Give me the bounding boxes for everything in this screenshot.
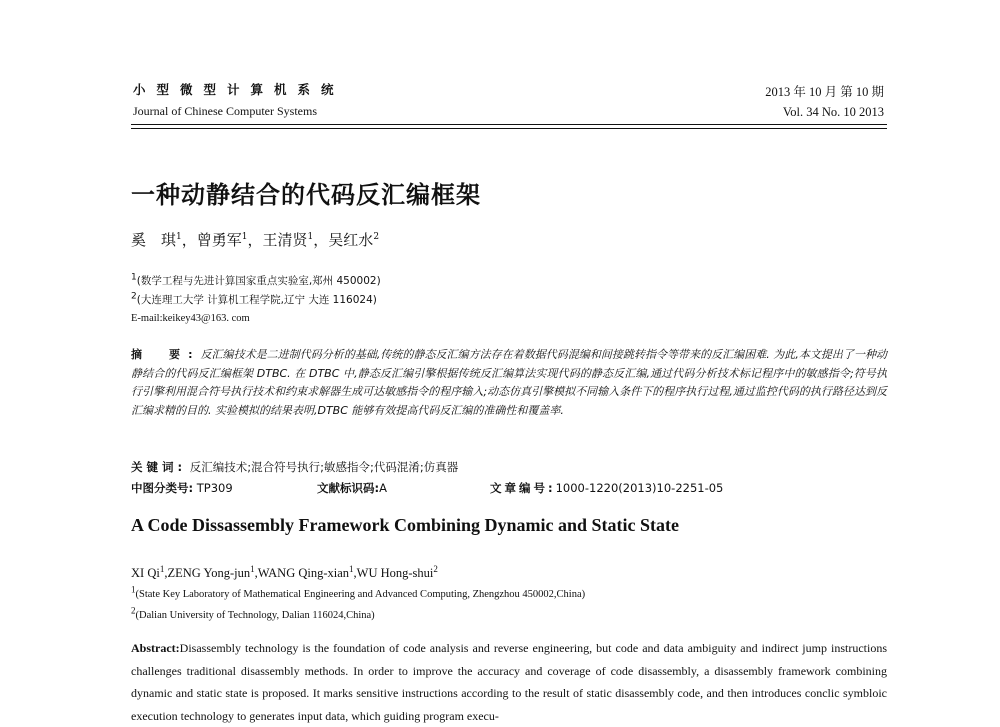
author-sup: 1 <box>159 563 165 574</box>
affiliation-cn-1: $^1$(数学工程与先进计算国家重点实验室,郑州 450002) <box>131 272 381 287</box>
affiliation-en-1: $^1$(State Key Laboratory of Mathematical Engineering and Advanced Computing, Zhengzhou 450002,China) <box>131 584 586 600</box>
contact-email: E-mail:keikey43@163. com <box>131 313 250 324</box>
author-name: WU Hong-shui <box>356 566 434 580</box>
abstract-en-label: Abstract: <box>131 641 180 655</box>
author-name: ZENG Yong-jun <box>167 566 251 580</box>
author-sup: 1 <box>176 232 182 242</box>
author-name: WANG Qing-xian <box>257 566 350 580</box>
keywords-label: 关键词: <box>131 460 187 474</box>
author-name: 吴红水 <box>328 231 374 249</box>
author-name: XI Qi <box>131 566 160 580</box>
header-rule-thin <box>131 128 887 129</box>
author-sup: 1 <box>307 232 314 242</box>
document-code: 文献标识码:A <box>317 481 387 495</box>
journal-name-cn: 小型微型计算机系统 <box>133 82 345 97</box>
keywords-cn <box>131 459 458 475</box>
journal-name-en: Journal of Chinese Computer Systems <box>133 104 317 118</box>
paper-title-en: A Code Dissassembly Framework Combining Dynamic and Static State <box>131 515 680 535</box>
author-list-en: XI Qi$^1$,ZENG Yong-jun$^1$,WANG Qing-xian$^1$,WU Hong-shui$^2$ <box>131 563 438 580</box>
paper-title-cn: 一种动静结合的代码反汇编框架 <box>131 181 481 209</box>
header-rule-thick <box>131 124 887 125</box>
abstract-cn-text: 反汇编技术是二进制代码分析的基础,传统的静态反汇编方法存在着数据代码混编和间接跳转指令等带来的反汇编困难. 为此,本文提出了一种动静结合的代码反汇编框架 DTBC. 在 DTBC 中,静态反汇编引擎根据传统反汇编算法实现代码的静态反汇编,通过代码分析技术标记程序中的敏感指令;符号执行引擎利用混合符号执行技术和约束求解器生成可达敏感指令的程序输入;动态仿真引擎模拟不同输入条件下的程序执行过程,通过监控代码的执行路径达到反汇编求精的目的. 实验模拟的结果表明,DTBC 能够有效提高代码反汇编的准确性和覆盖率. <box>131 348 888 417</box>
author-name: 奚 琪 <box>131 231 177 249</box>
author-sup: 1 <box>241 232 248 242</box>
classification-number: 中图分类号: TP309 <box>131 481 233 495</box>
author-list-cn: 奚 琪$^1$，曾勇军$^1$，王清贤$^1$，吴红水$^2$ <box>131 231 380 249</box>
volume-info: Vol. 34 No. 10 2013 <box>782 105 884 119</box>
affiliation-cn-2: $^2$(大连理工大学 计算机工程学院,辽宁 大连 116024) <box>131 291 377 306</box>
article-number: 文章编号:1000-1220(2013)10-2251-05 <box>490 481 724 495</box>
author-sup: 2 <box>433 563 438 574</box>
abstract-en <box>131 637 887 727</box>
abstract-en-text: Disassembly technology is the foundation of code analysis and reverse engineering, but code and data ambiguity and indirect jump instructions challenges traditional disassembly methods. In order to improve the accuracy and coverage of code disassembly, a disassembly framework combining dynamic and static state is proposed. It marks sensitive instructions according to the result of static disassembly code, and then introduces conclic symbloic execution technology to generates input data, which guiding program execu- <box>131 641 887 723</box>
author-name: 曾勇军 <box>196 231 242 249</box>
issue-date: 2013 年 10 月 第 10 期 <box>765 85 884 99</box>
author-sup: 1 <box>250 563 255 574</box>
author-sup: 2 <box>373 232 380 242</box>
keywords-text: 反汇编技术;混合符号执行;敏感指令;代码混淆;仿真器 <box>189 460 459 474</box>
author-name: 王清贤 <box>262 231 308 249</box>
abstract-cn-label: 摘 要: <box>131 348 201 361</box>
abstract-cn <box>131 346 887 420</box>
author-sup: 1 <box>349 563 354 574</box>
affiliation-en-2: $^2$(Dalian University of Technology, Dalian 116024,China) <box>131 605 375 621</box>
